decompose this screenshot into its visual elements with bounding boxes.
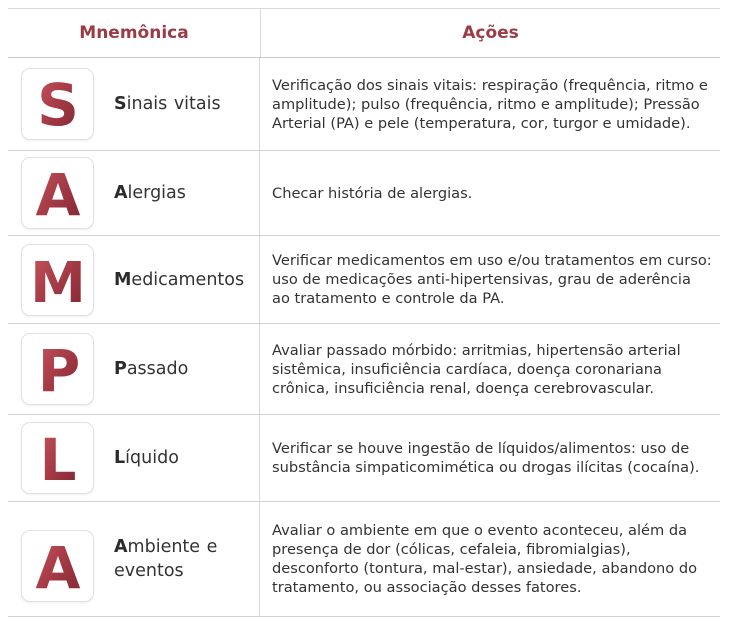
header-actions: Ações [462,23,519,43]
action-cell: Verificar se houve ingestão de líquidos/alimentos: uso de substância simpaticomimética ou drogas ilícitas (cocaína). [272,440,700,476]
table-row [8,236,720,324]
table-row [8,502,720,617]
svg-text:A: A [35,163,80,223]
term-label: Ambiente e eventos [114,537,218,581]
letter-a-icon [28,163,88,223]
svg-text:M: M [29,250,86,310]
mnemonic-cell [8,502,260,616]
term-label: Alergias [114,183,186,203]
mnemonic-cell [8,236,260,323]
svg-text:L: L [39,428,76,488]
svg-text:S: S [36,74,79,134]
table-row [8,415,720,502]
action-cell: Avaliar passado mórbido: arritmias, hipertensão arterial sistêmica, insuficiência cardíaca, doença coronariana crônica, insuficiência renal, doença cerebrovascular. [272,341,681,397]
mnemonic-cell [8,58,260,150]
letter-tile [21,530,94,602]
header-mnemonic: Mnemônica [8,9,261,57]
table-row [8,58,720,151]
table-row [8,151,720,236]
saample-table [8,8,720,617]
letter-p-icon [28,339,88,399]
mnemonic-cell [8,151,260,235]
svg-text:A: A [35,536,80,596]
letter-a-icon [28,536,88,596]
letter-tile [21,422,94,494]
action-cell: Checar história de alergias. [272,184,473,202]
term-label: Sinais vitais [114,94,221,114]
action-cell: Verificar medicamentos em uso e/ou tratamentos em curso: uso de medicações anti-hipertensivas, grau de aderência ao tratamento e controle da PA. [272,252,712,307]
table-row [8,324,720,415]
letter-tile [21,244,94,316]
term-label: Medicamentos [114,269,245,290]
action-cell: Avaliar o ambiente em que o evento aconteceu, além da presença de dor (cólicas, cefaleia, fibromialgias), desconforto (tontura, mal-estar), ansiedade, abandono do tratamento, ou associação desses fatores. [272,522,698,596]
action-cell: Verificação dos sinais vitais: respiração (frequência, ritmo e amplitude); pulso (frequência, ritmo e amplitude); Pressão Arterial (PA) e pele (temperatura, cor, turgor e umidade). [272,76,708,132]
term-label: Líquido [114,448,179,468]
mnemonic-cell [8,415,260,501]
letter-s-icon [28,74,88,134]
letter-l-icon [28,428,88,488]
term-label: Passado [114,359,189,379]
letter-tile [21,157,94,229]
svg-text:P: P [37,339,80,399]
table-header [8,8,720,58]
letter-tile [21,333,94,405]
letter-m-icon [28,250,88,310]
mnemonic-cell [8,324,260,414]
letter-tile [21,68,94,140]
